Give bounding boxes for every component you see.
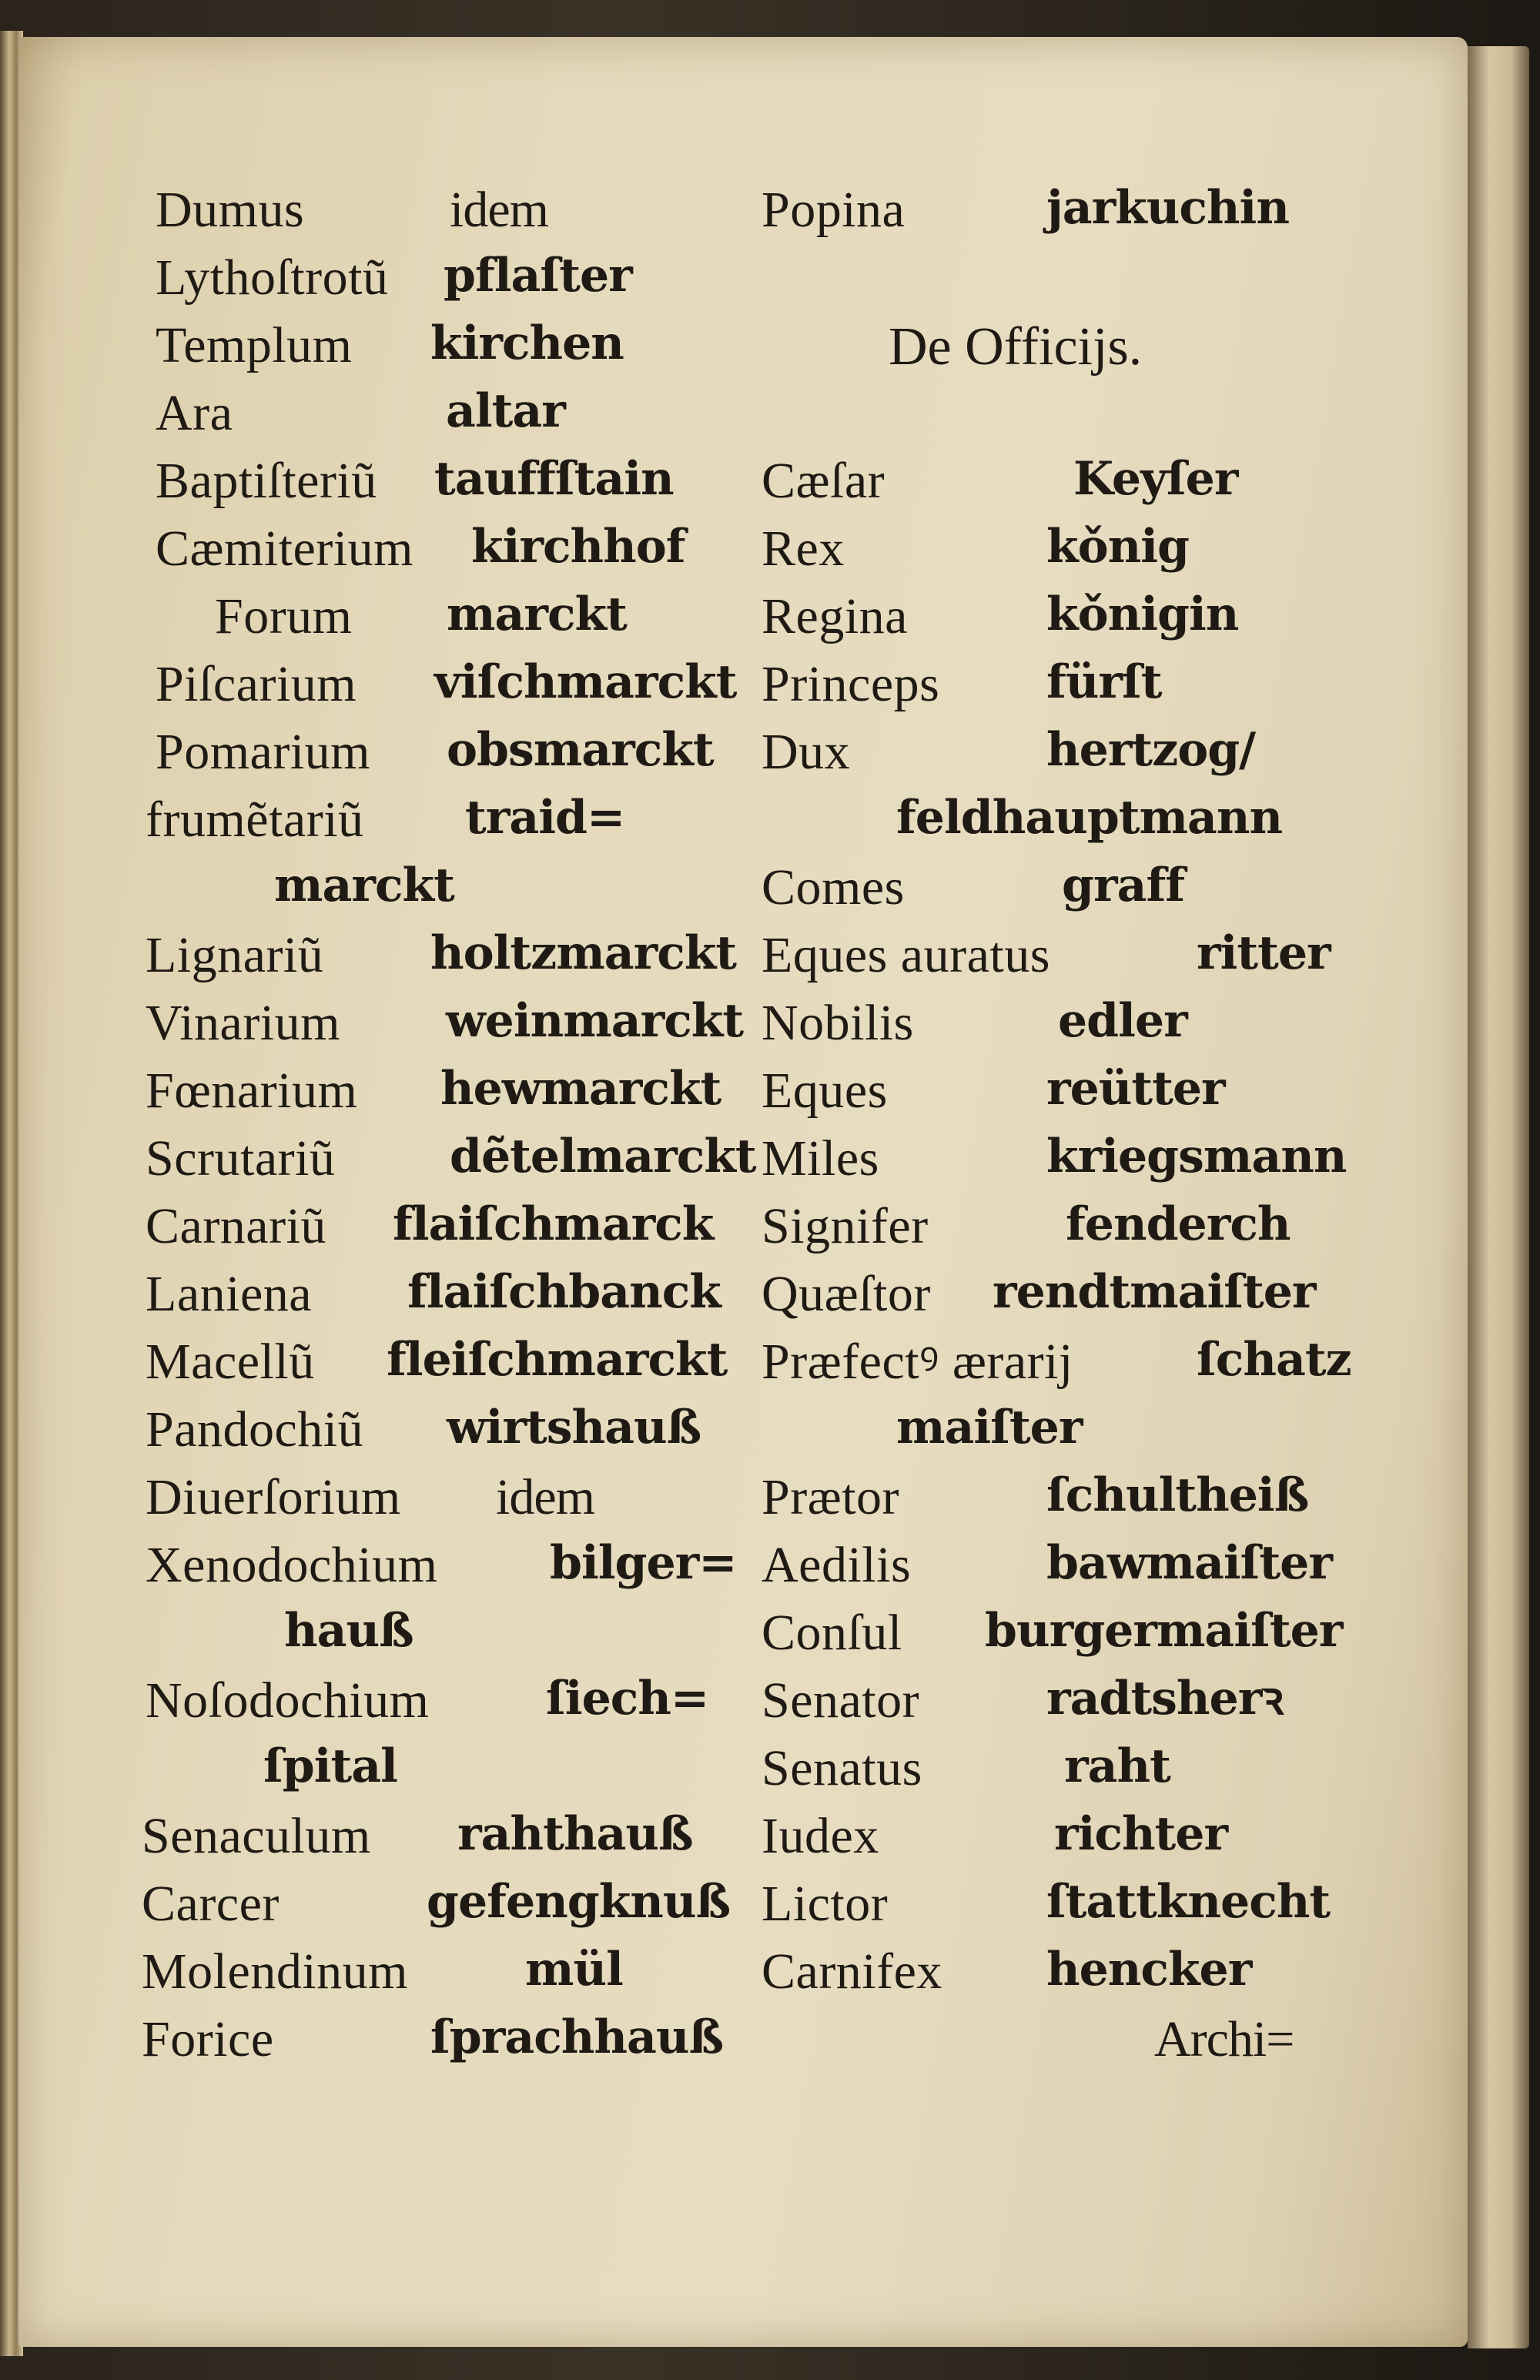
right-latin-1: Popina: [762, 182, 906, 238]
left-latin-18: Macellũ: [146, 1334, 315, 1390]
right-german-26: ſtattknecht: [1046, 1875, 1331, 1929]
left-latin-13: Vinarium: [146, 995, 340, 1051]
page: [18, 37, 1468, 2347]
right-german-15: kriegsmann: [1046, 1130, 1347, 1183]
left-german-8: viſchmarckt: [434, 655, 737, 709]
left-latin-12: Lignariũ: [146, 927, 324, 983]
right-latin-18: Præfectꝰ ærarij: [762, 1334, 1073, 1390]
right-german-9: hertzog/: [1046, 723, 1256, 777]
left-german-1: idem: [450, 182, 548, 238]
right-latin-9: Dux: [762, 724, 851, 780]
right-german-18b: maiſter: [896, 1401, 1083, 1454]
right-latin-5: Cæſar: [762, 453, 886, 509]
right-german-16: fenderch: [1066, 1197, 1291, 1251]
right-latin-26: Lictor: [762, 1876, 889, 1932]
left-german-5: tauffſtain: [434, 452, 674, 506]
right-latin-14: Eques: [762, 1063, 888, 1119]
right-german-22: burgermaiſter: [985, 1604, 1343, 1658]
left-latin-10: frumẽtariũ: [146, 792, 364, 848]
left-german-17: flaiſchbanck: [407, 1265, 721, 1319]
right-latin-8: Princeps: [762, 656, 940, 712]
right-latin-25: Iudex: [762, 1808, 879, 1864]
right-latin-23: Senator: [762, 1672, 920, 1729]
right-german-14: reütter: [1046, 1062, 1225, 1116]
right-german-25: richter: [1054, 1807, 1228, 1861]
right-latin-21: Aedilis: [762, 1537, 912, 1593]
left-german-21: bilger=: [550, 1536, 737, 1590]
left-german-7: marckt: [447, 587, 627, 641]
left-german-21b: hauß: [284, 1604, 413, 1658]
left-german-6: kirchhof: [471, 520, 685, 574]
left-latin-2: Lythoſtrotũ: [156, 249, 389, 306]
right-german-23: radtsherꝛ: [1046, 1672, 1283, 1726]
left-german-18: fleiſchmarckt: [387, 1333, 728, 1387]
left-latin-8: Piſcarium: [156, 656, 357, 712]
left-german-25: rahthauß: [457, 1807, 693, 1861]
right-latin-22: Conſul: [762, 1605, 902, 1661]
left-latin-25: Senaculum: [142, 1808, 371, 1864]
right-german-8: fürſt: [1046, 655, 1162, 709]
left-latin-6: Cæmiterium: [156, 521, 413, 577]
right-german-20: ſchultheiß: [1046, 1468, 1309, 1522]
right-german-21: bawmaiſter: [1046, 1536, 1332, 1590]
left-german-28: ſprachhauß: [430, 2010, 724, 2064]
left-latin-16: Carnariũ: [146, 1198, 326, 1254]
right-german-24: raht: [1064, 1739, 1170, 1793]
catchword: Archi=: [1154, 2011, 1294, 2067]
right-latin-7: Regina: [762, 588, 908, 644]
right-latin-6: Rex: [762, 521, 845, 577]
left-german-15: dẽtelmarckt: [450, 1130, 756, 1183]
left-german-10: traid=: [465, 791, 625, 845]
left-latin-5: Baptiſteriũ: [156, 453, 377, 509]
left-german-19: wirtshauß: [447, 1401, 701, 1454]
left-latin-26: Carcer: [142, 1876, 280, 1932]
left-latin-9: Pomarium: [156, 724, 370, 780]
section-heading: De Officijs.: [889, 317, 1143, 377]
left-german-27: mül: [525, 1943, 623, 1997]
left-latin-27: Molendinum: [142, 1943, 408, 2000]
left-german-10b: marckt: [274, 859, 454, 912]
left-german-3: kirchen: [430, 316, 624, 370]
right-german-5: Keyſer: [1073, 452, 1238, 506]
right-latin-13: Nobilis: [762, 995, 914, 1051]
right-german-1: jarkuchin: [1046, 181, 1289, 235]
right-latin-15: Miles: [762, 1130, 879, 1187]
left-german-16: flaiſchmarck: [393, 1197, 714, 1251]
left-german-26: gefengknuß: [427, 1875, 731, 1929]
left-german-13: weinmarckt: [446, 994, 744, 1048]
right-latin-16: Signifer: [762, 1198, 929, 1254]
right-german-13: edler: [1058, 994, 1187, 1048]
left-german-23: ſiech=: [546, 1672, 709, 1726]
right-german-9b: feldhauptmann: [896, 791, 1283, 845]
right-german-18: ſchatz: [1197, 1333, 1351, 1387]
left-latin-15: Scrutariũ: [146, 1130, 336, 1187]
left-latin-7: Forum: [215, 588, 353, 644]
right-german-6: kǒnig: [1046, 520, 1189, 574]
left-latin-28: Forice: [142, 2011, 274, 2067]
left-latin-19: Pandochiũ: [146, 1401, 364, 1458]
left-german-14: hewmarckt: [440, 1062, 721, 1116]
left-german-2: pflaſter: [444, 249, 632, 303]
right-latin-27: Carnifex: [762, 1943, 942, 2000]
left-latin-21: Xenodochium: [146, 1537, 438, 1593]
next-page-edge: [1468, 46, 1529, 2348]
left-latin-4: Ara: [156, 385, 233, 441]
left-latin-20: Diuerſorium: [146, 1469, 401, 1525]
right-german-17: rendtmaiſter: [993, 1265, 1316, 1319]
right-latin-11: Comes: [762, 859, 905, 916]
left-latin-23: Noſodochium: [146, 1672, 430, 1729]
right-latin-12: Eques auratus: [762, 927, 1050, 983]
left-german-9: obsmarckt: [447, 723, 714, 777]
left-latin-1: Dumus: [156, 182, 305, 238]
right-latin-17: Quæſtor: [762, 1266, 931, 1322]
right-german-12: ritter: [1197, 926, 1331, 980]
left-german-4: altar: [446, 384, 565, 438]
right-latin-24: Senatus: [762, 1740, 922, 1796]
left-german-20: idem: [496, 1469, 594, 1525]
left-latin-14: Fœnarium: [146, 1063, 358, 1119]
left-german-23b: ſpital: [263, 1739, 397, 1793]
right-german-7: kǒnigin: [1046, 587, 1239, 641]
right-latin-20: Prætor: [762, 1469, 900, 1525]
left-german-12: holtzmarckt: [430, 926, 737, 980]
left-latin-17: Laniena: [146, 1266, 313, 1322]
left-latin-3: Templum: [156, 317, 353, 373]
right-german-27: hencker: [1046, 1943, 1252, 1997]
right-german-11: graff: [1062, 859, 1185, 912]
